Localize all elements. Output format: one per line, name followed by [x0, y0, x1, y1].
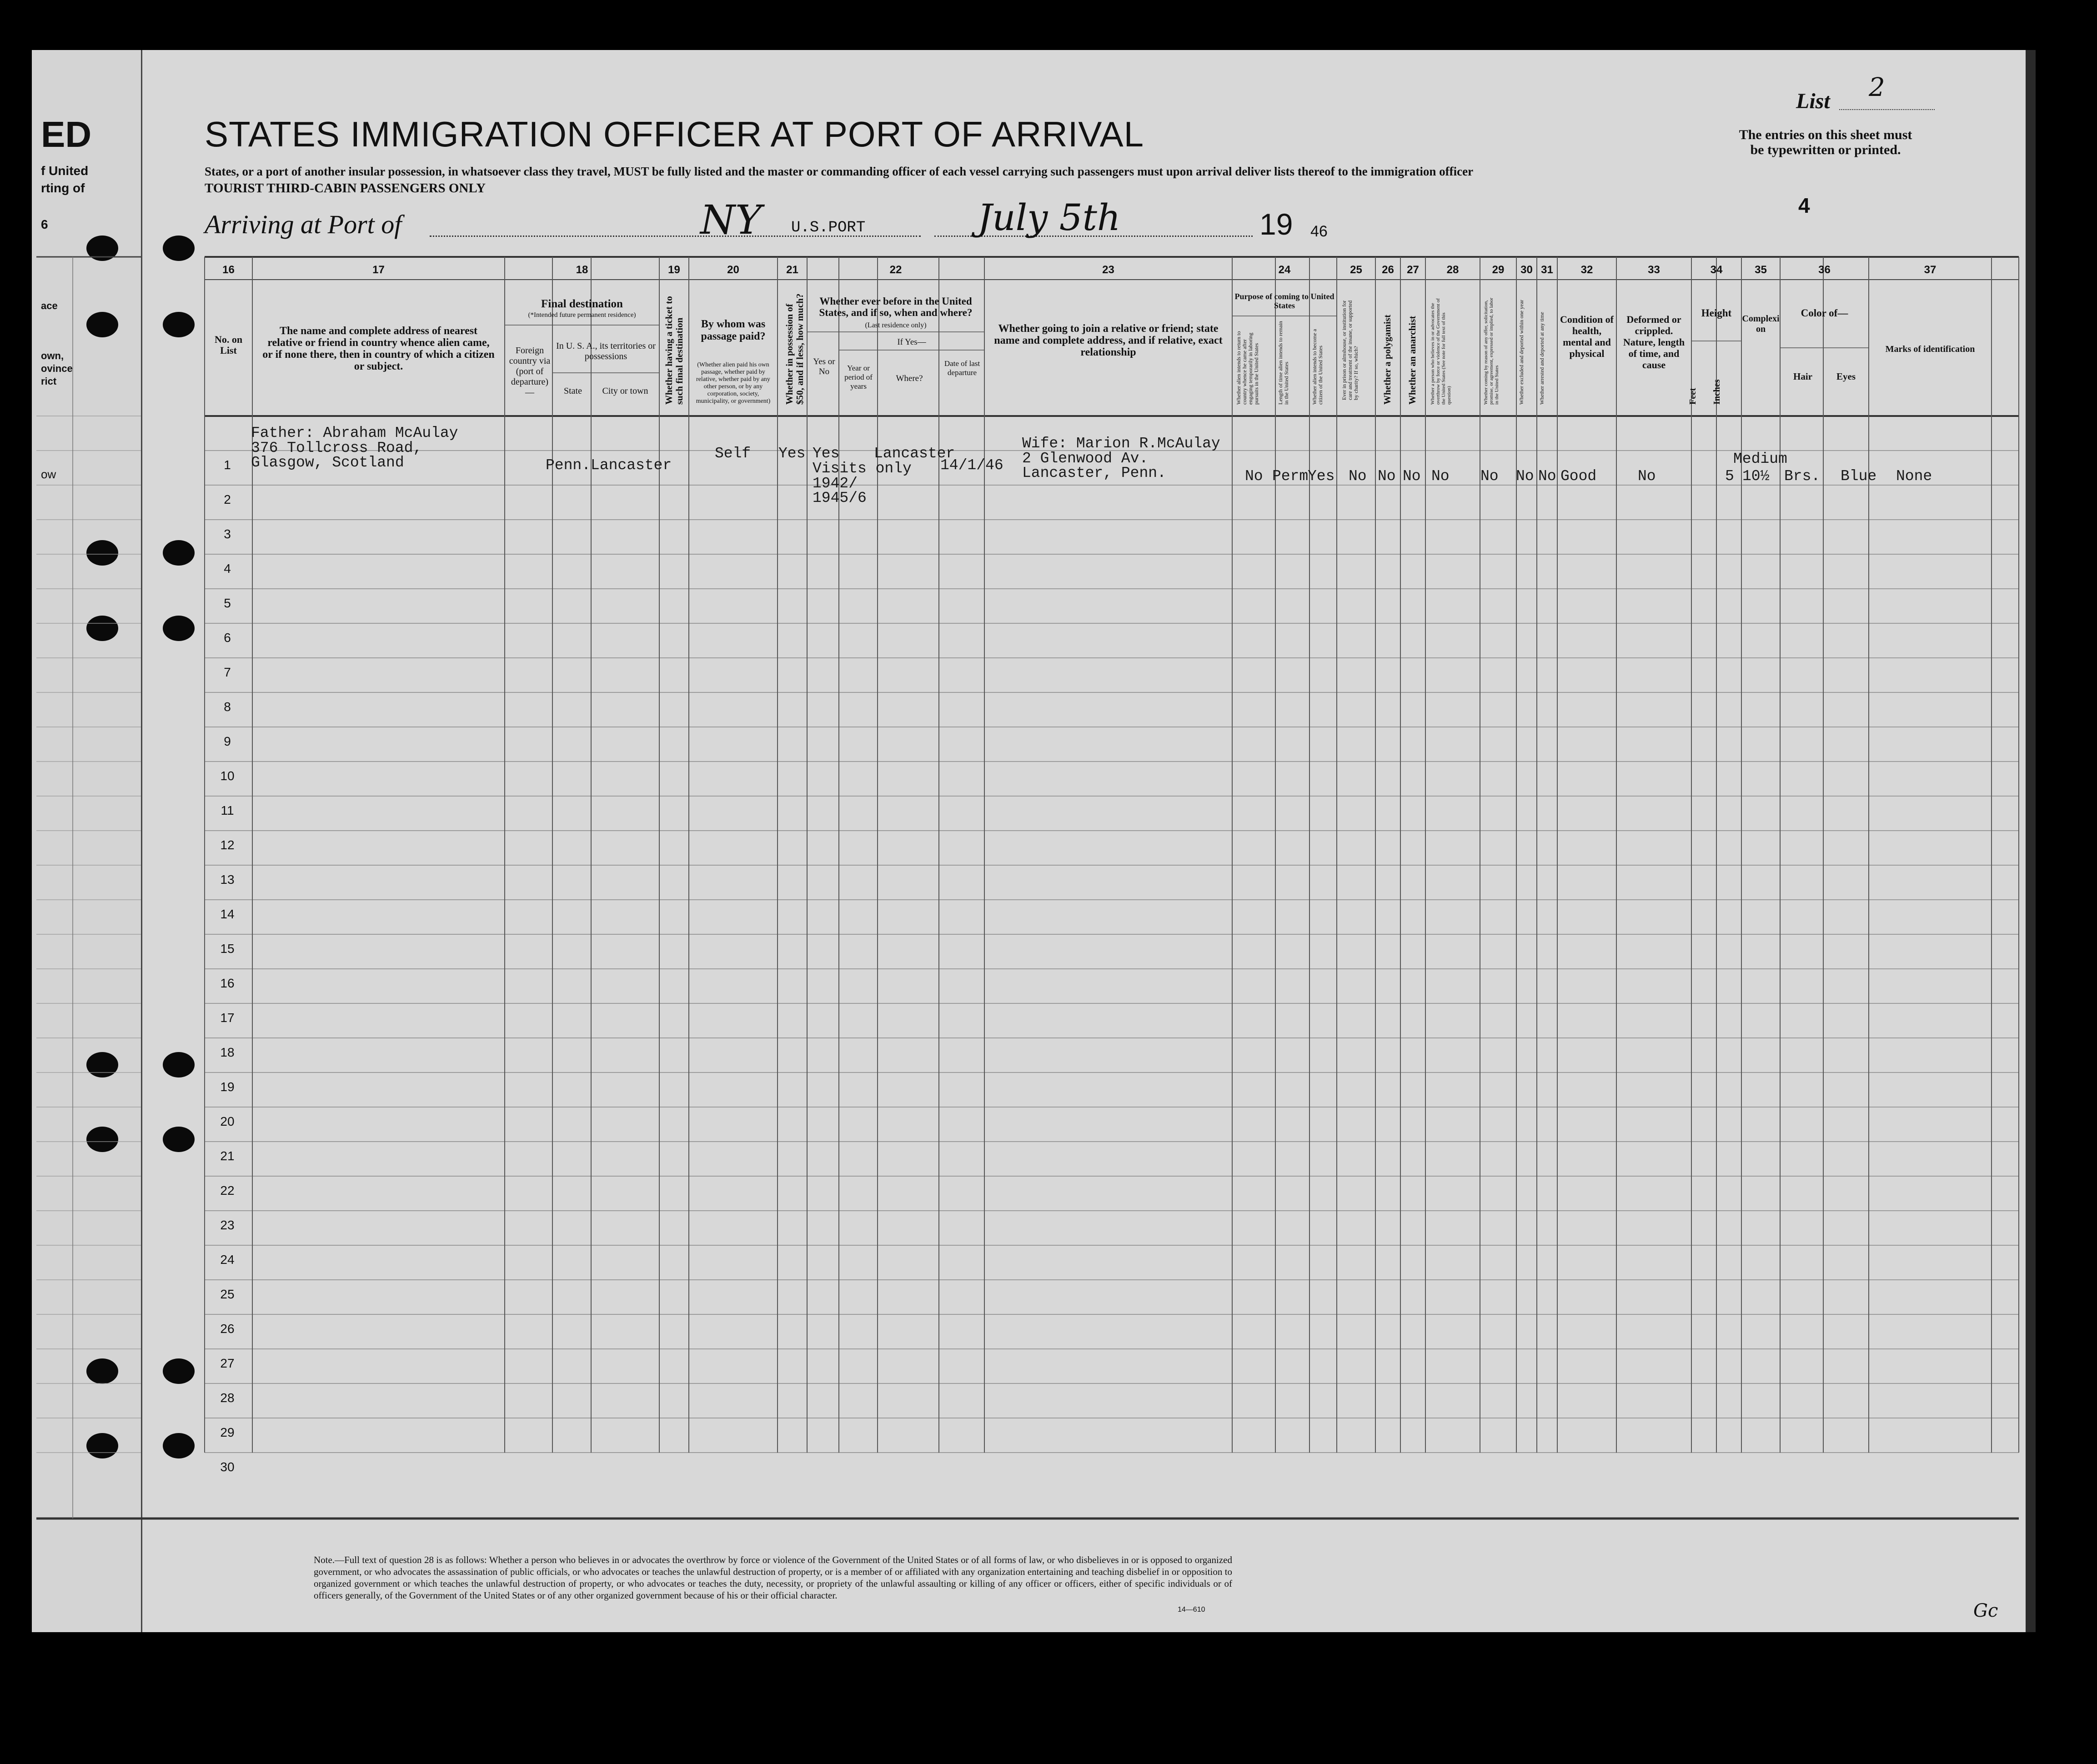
header-going-to-join: Whether going to join a relative or friend; state name and complete address, and if relative, exact relationship — [994, 323, 1223, 358]
header-feet: Feet — [1688, 388, 1698, 405]
header-marks: Marks of identification — [1885, 344, 1975, 354]
header-ever-before-note: (Last residence only) — [865, 321, 927, 329]
row-number: 3 — [224, 527, 231, 541]
entry-polygamist: No — [1378, 468, 1396, 485]
header-inches: Inches — [1712, 379, 1722, 405]
fragment-row: ow — [41, 467, 56, 481]
row-number: 28 — [220, 1391, 235, 1405]
entry-before-years: 1942/ — [813, 475, 858, 492]
entry-join-line: 2 Glenwood Av. — [1022, 450, 1149, 467]
row-number: 5 — [224, 596, 231, 610]
row-number: 2 — [224, 492, 231, 506]
header-height: Height — [1701, 307, 1732, 319]
entry-state-city: Penn.Lancaster — [546, 457, 672, 474]
entry-join-line: Lancaster, Penn. — [1022, 465, 1166, 481]
header-deformed: Deformed or crippled. Nature, length of time, and cause — [1623, 314, 1685, 371]
header-hair: Hair — [1793, 371, 1812, 382]
entry-marks: None — [1896, 468, 1932, 485]
header-polygamist: Whether a polygamist — [1382, 315, 1393, 405]
entry-anarchist: No — [1403, 468, 1421, 485]
row-number: 15 — [220, 942, 235, 956]
row-number: 4 — [224, 561, 231, 576]
date-handwritten: July 5th — [978, 196, 1121, 239]
entry-paid-by: Self — [715, 445, 751, 462]
header-passage-note: (Whether alien paid his own passage, whether paid by relative, whether paid by any other person, or by any corporation, society, municipality, or government) — [696, 361, 771, 405]
fragment-header: ace — [41, 300, 58, 311]
footnote: Note.—Full text of question 28 is as follows: Whether a person who believes in or advocates the overthrow by force or violence of the Government of the United States or of all forms of law, or who disbelieves in or is opposed to organized government, or who advocates the assassination of public officials, or who advocates or teaches the unlawful destruction of property, or is a member of or affiliated with any organization entertaining and teaching disbelief in or opposition to organized government or which teaches the unlawful destruction of property, or who advocates or teaches the duty, necessity, or propriety of the unlawful assaulting or killing of any officer or officers, either of specific individuals or of officers generally, of the Government of the United States or of any other organized government because of his or their official character. — [314, 1554, 1232, 1601]
row-number: 19 — [220, 1080, 235, 1094]
row-number: 1 — [224, 458, 231, 472]
header-state: State — [564, 386, 582, 396]
arriving-label: Arriving at Port of — [205, 210, 402, 239]
header-in-usa: In U. S. A., its territories or possessions — [556, 341, 656, 361]
entry-offer: No — [1480, 468, 1499, 485]
header-money: Whether in possession of $50, and if less, how much? — [784, 293, 805, 405]
entry-deformed: No — [1638, 468, 1656, 485]
row-number: 16 — [220, 976, 235, 990]
port-handwritten: NY — [700, 196, 762, 243]
port-typed: U.S.PORT — [791, 219, 866, 236]
entry-join-line: Wife: Marion R.McAulay — [1022, 435, 1220, 452]
row-number: 30 — [220, 1460, 235, 1474]
row-number: 29 — [220, 1425, 235, 1439]
form-number: 14—610 — [1178, 1606, 1205, 1614]
year-suffix: 46 — [1310, 223, 1328, 240]
header-purpose-return: Whether alien intends to return to country whence he came after engaging temporarily in laboring pursuits in the United States — [1235, 331, 1259, 405]
entry-before-years: 1945/6 — [813, 490, 867, 506]
fragment-header: rict — [41, 376, 57, 387]
header-purpose-length: Length of time alien intends to remain in the United States — [1277, 321, 1289, 405]
header-color-of: Color of— — [1801, 307, 1848, 319]
header-city: City or town — [602, 386, 648, 396]
header-ever-before: Whether ever before in the United States, and if so, when and where? — [819, 296, 973, 318]
header-final-destination-note: (*Intended future permanent residence) — [528, 311, 636, 319]
header-prison: Ever in prison or almshouse, or institution for care and treatment of the insane, or supported by charity? If so, which? — [1341, 300, 1359, 400]
row-number: 14 — [220, 907, 235, 921]
row-number: 24 — [220, 1253, 235, 1267]
entry-purpose-return: No — [1245, 468, 1263, 485]
list-label: List — [1796, 89, 1830, 113]
entry-relative-line: 376 Tollcross Road, — [251, 440, 422, 456]
corner-mark: Gc — [1973, 1600, 1998, 1621]
entry-purpose-citizen: Yes — [1308, 468, 1335, 485]
entry-money: Yes — [778, 445, 806, 462]
sheet-number: 4 — [1798, 194, 1810, 217]
row-number: 27 — [220, 1356, 235, 1370]
entry-before-years: Visits only — [813, 460, 912, 477]
entries-note: The entries on this sheet must be typewritten or printed. — [1739, 127, 1912, 157]
row-number: 9 — [224, 734, 231, 748]
entry-prison: No — [1349, 468, 1367, 485]
header-no-on-list: No. on List — [214, 334, 243, 356]
entry-health: Good — [1560, 468, 1597, 485]
row-number: 23 — [220, 1218, 235, 1232]
header-where: Where? — [896, 374, 923, 383]
entry-arrested: No — [1538, 468, 1556, 485]
entry-last-departure: 14/1/46 — [940, 457, 1003, 474]
fragment-line: rting of — [41, 181, 85, 195]
row-number: 18 — [220, 1045, 235, 1059]
row-number: 13 — [220, 872, 235, 887]
row-number: 20 — [220, 1114, 235, 1128]
header-nearest-relative: The name and complete address of nearest relative or friend in country whence alien came, or if none there, then in country of which a citizen or subject. — [262, 325, 495, 372]
header-excluded: Whether excluded and deported within one year — [1518, 300, 1525, 405]
header-year: Year or period of years — [844, 364, 873, 391]
row-number: 10 — [220, 769, 235, 783]
entry-excluded: No — [1516, 468, 1534, 485]
fragment-line: 6 — [41, 217, 48, 231]
list-value: 2 — [1869, 73, 1885, 102]
entry-purpose-length: Perm — [1272, 468, 1309, 485]
page-title: STATES IMMIGRATION OFFICER AT PORT OF ARRIVAL — [205, 114, 1144, 154]
header-passage-paid: By whom was passage paid? — [701, 318, 766, 342]
header-if-yes: If Yes— — [897, 337, 926, 347]
entry-overthrow: No — [1431, 468, 1450, 485]
row-number: 6 — [224, 631, 231, 645]
entry-inches: 10½ — [1742, 468, 1770, 485]
header-final-destination: Final destination — [541, 298, 623, 310]
header-purpose-citizen: Whether alien intends to become a citizen of the United States — [1311, 329, 1324, 405]
fragment-header: own, — [41, 350, 64, 361]
row-number: 11 — [221, 803, 234, 817]
class-line: TOURIST THIRD-CABIN PASSENGERS ONLY — [205, 181, 486, 195]
header-offer: Whether coming by reason of any offer, solicitation, promise, or agreement, expressed or implied, to labor in the United States — [1483, 297, 1500, 405]
header-ticket: Whether having a ticket to such final destination — [663, 296, 685, 405]
header-arrested: Whether arrested and deported at any time — [1539, 312, 1545, 405]
header-date-departure: Date of last departure — [944, 359, 980, 377]
row-number: 21 — [220, 1149, 235, 1163]
entry-relative-line: Glasgow, Scotland — [251, 454, 404, 471]
row-number: 7 — [224, 665, 231, 679]
year-prefix: 19 — [1259, 207, 1293, 241]
row-number: 8 — [224, 700, 231, 714]
header-purpose: Purpose of coming to United States — [1234, 292, 1334, 310]
row-number: 25 — [220, 1287, 235, 1301]
row-number: 22 — [220, 1183, 235, 1198]
entry-before-where: Lancaster — [874, 445, 955, 462]
header-overthrow: Whether a person who believes in or advocates the overthrow by force or violence of the Government of the United States (See note for full text of this question) — [1430, 298, 1452, 405]
entry-complexion: Medium — [1733, 451, 1787, 467]
entry-relative-line: Father: Abraham McAulay — [251, 425, 458, 441]
header-anarchist: Whether an anarchist — [1407, 316, 1418, 405]
row-number: 26 — [220, 1322, 235, 1336]
fragment-title: ED — [41, 114, 92, 155]
header-yes-no: Yes or No — [813, 357, 835, 376]
entry-before-yes: Yes — [813, 445, 840, 462]
fragment-line: f United — [41, 164, 89, 178]
row-number: 12 — [220, 838, 235, 852]
subtitle: States, or a port of another insular possession, in whatsoever class they travel, MUST be fully listed and the master or commanding officer of each vessel carrying such passengers must upon arrival deliver lists thereof to the immigration officer — [205, 165, 1474, 178]
fragment-header: ovince — [41, 363, 73, 374]
header-complexion: Complexion — [1742, 314, 1780, 334]
header-health: Condition of health, mental and physical — [1560, 314, 1614, 359]
header-foreign-country: Foreign country via (port of departure)— — [509, 346, 551, 397]
header-eyes: Eyes — [1836, 371, 1856, 382]
entry-eyes: Blue — [1841, 468, 1877, 485]
entry-feet: 5 — [1725, 468, 1734, 485]
entry-hair: Brs. — [1784, 468, 1821, 485]
row-number: 17 — [220, 1011, 235, 1025]
